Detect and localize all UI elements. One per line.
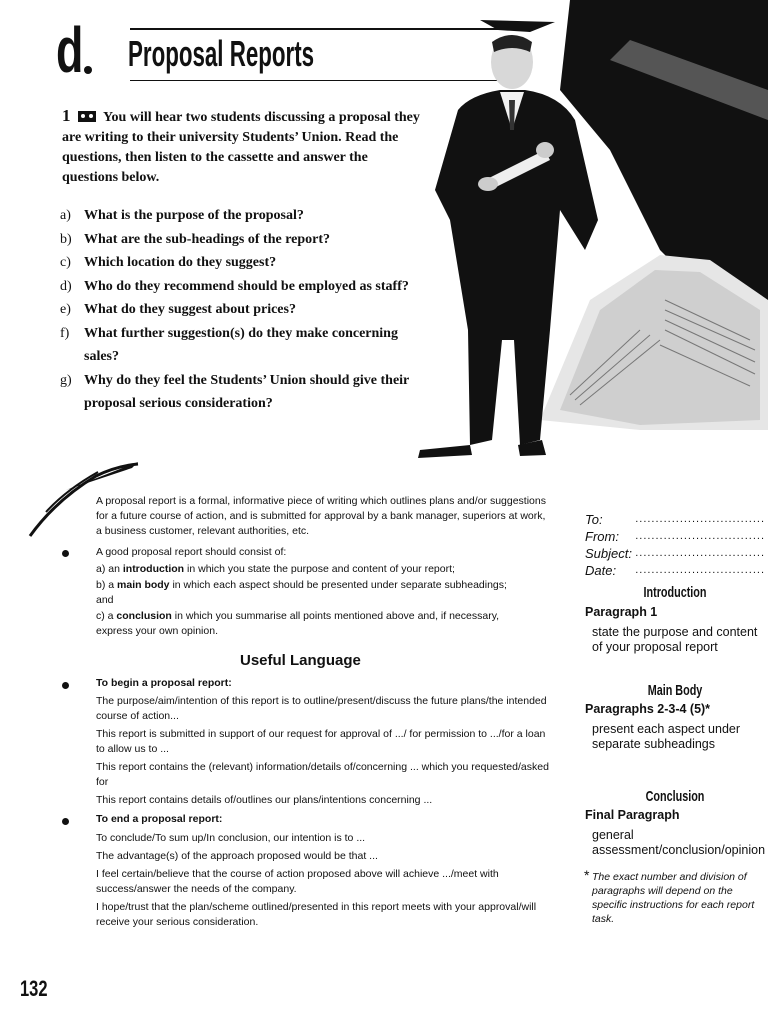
memo-row xyxy=(585,545,765,562)
conclusion-heading: Conclusion xyxy=(645,788,705,805)
question-label: e) xyxy=(60,302,71,317)
footnote xyxy=(584,867,760,926)
part-term: introduction xyxy=(122,563,185,575)
list-item xyxy=(96,562,526,577)
question-label: c) xyxy=(60,255,71,270)
list-item xyxy=(96,609,526,639)
list-item xyxy=(60,298,430,322)
memo-label: Subject: xyxy=(585,546,632,561)
question-text: What is the purpose of the proposal? xyxy=(84,208,304,223)
phrase: The advantage(s) of the approach proposed would be that ... xyxy=(96,850,378,862)
conclusion-paragraph-label: Final Paragraph xyxy=(585,808,680,822)
main-body-heading: Main Body xyxy=(647,682,703,699)
memo-dots: ................................ xyxy=(635,547,765,559)
section-dot xyxy=(84,66,92,74)
memo-label: From: xyxy=(585,529,619,544)
memo-dots: ................................ xyxy=(635,530,765,542)
bullet-icon xyxy=(62,550,69,557)
list-item xyxy=(96,578,526,608)
question-list xyxy=(60,204,430,416)
page-title: Proposal Reports xyxy=(128,33,315,74)
end-phrases xyxy=(96,831,556,933)
phrase: To conclude/To sum up/In conclusion, our intention is to ... xyxy=(96,832,366,844)
part-label: c) a xyxy=(96,610,117,622)
intro-description: state the purpose and content of your proposal report xyxy=(592,625,758,654)
question-label: b) xyxy=(60,231,72,247)
end-heading: To end a proposal report: xyxy=(96,813,223,825)
question-text: What do they suggest about prices? xyxy=(84,302,296,317)
phrase: This report is submitted in support of our request for approval of .../ for permission to .../for a loan to allow us to ... xyxy=(96,728,546,755)
question-text: What further suggestion(s) do they make concerning sales? xyxy=(84,325,398,364)
list-item xyxy=(60,369,430,416)
bullet-icon xyxy=(62,682,69,689)
question-label: d) xyxy=(60,278,72,294)
memo-label: To: xyxy=(585,512,603,527)
memo-dots: ................................ xyxy=(635,564,765,576)
phrase: This report contains details of/outlines our plans/intentions concerning ... xyxy=(96,794,433,806)
question-text: What are the sub-headings of the report? xyxy=(84,231,331,247)
exercise-instruction xyxy=(62,106,424,188)
memo-label: Date: xyxy=(585,563,617,578)
memo-row xyxy=(585,562,765,579)
list-item xyxy=(60,204,430,228)
conclusion-description: general assessment/conclusion/opinion xyxy=(592,828,766,857)
graduate-photo xyxy=(410,0,768,460)
question-text: Why do they feel the Students’ Union should give their proposal serious consideration? xyxy=(84,372,410,411)
part-term: conclusion xyxy=(116,610,172,622)
part-text: in which you state the purpose and content of your report; xyxy=(184,563,455,575)
intro-paragraph-label: Paragraph 1 xyxy=(585,605,658,619)
page-number: 132 xyxy=(20,976,48,1001)
question-text: Who do they recommend should be employed as staff? xyxy=(84,278,409,294)
question-label: a) xyxy=(60,208,71,223)
part-label: a) an xyxy=(96,563,123,575)
exercise-number: 1 xyxy=(62,106,71,125)
question-text: Which location do they suggest? xyxy=(84,255,277,270)
phrase: This report contains the (relevant) information/details of/concerning ... which you requested/asked for xyxy=(96,761,549,788)
memo-row xyxy=(585,511,765,528)
phrase: I hope/trust that the plan/scheme outlined/presented in this report meets with your approval/will receive your serious consideration. xyxy=(96,901,537,928)
footnote-text: The exact number and division of paragraphs will depend on the specific instructions for each report task. xyxy=(592,871,755,925)
parts-list xyxy=(96,562,526,640)
useful-language-title: Useful Language xyxy=(240,652,361,669)
introduction-heading: Introduction xyxy=(643,584,707,601)
list-item xyxy=(60,228,430,252)
question-label: g) xyxy=(60,372,72,388)
begin-phrases xyxy=(96,694,556,811)
definition-text: A proposal report is a formal, informative piece of writing which outlines plans and/or suggestions for a future course of action, and is submitted for approval by a bank manager, superiors at work, a business customer, relevant authorities, etc. xyxy=(96,495,546,537)
asterisk-icon: * xyxy=(584,867,590,883)
exercise-text: You will hear two students discussing a proposal they are writing to their university Students’ Union. Read the questions, then listen to the cassette and answer the questions below. xyxy=(62,110,420,185)
memo-row xyxy=(585,528,765,545)
list-item xyxy=(60,251,430,275)
phrase: The purpose/aim/intention of this report is to outline/present/discuss the future plans/the intended course of action... xyxy=(96,695,547,722)
part-label: b) a xyxy=(96,579,118,591)
part-term: main body xyxy=(117,579,170,591)
question-label: f) xyxy=(60,325,70,341)
phrase: I feel certain/believe that the course of action proposed above will achieve .../meet with success/answer the needs of the company. xyxy=(96,868,499,895)
begin-heading: To begin a proposal report: xyxy=(96,677,232,689)
section-letter: d xyxy=(56,14,84,86)
memo-dots: ................................ xyxy=(635,513,765,525)
body-description: present each aspect under separate subheadings xyxy=(592,722,741,751)
part-text: in which each aspect should be presented under separate subheadings; and xyxy=(96,579,507,606)
bullet-icon xyxy=(62,818,69,825)
consist-text: A good proposal report should consist of: xyxy=(96,546,287,558)
list-item xyxy=(60,275,430,299)
memo-header xyxy=(585,511,765,579)
cassette-icon xyxy=(78,111,96,122)
body-paragraph-label: Paragraphs 2-3-4 (5)* xyxy=(585,702,711,716)
list-item xyxy=(60,322,430,369)
part-text: in which you summarise all points mentioned above and, if necessary, express your own opinion. xyxy=(96,610,500,637)
